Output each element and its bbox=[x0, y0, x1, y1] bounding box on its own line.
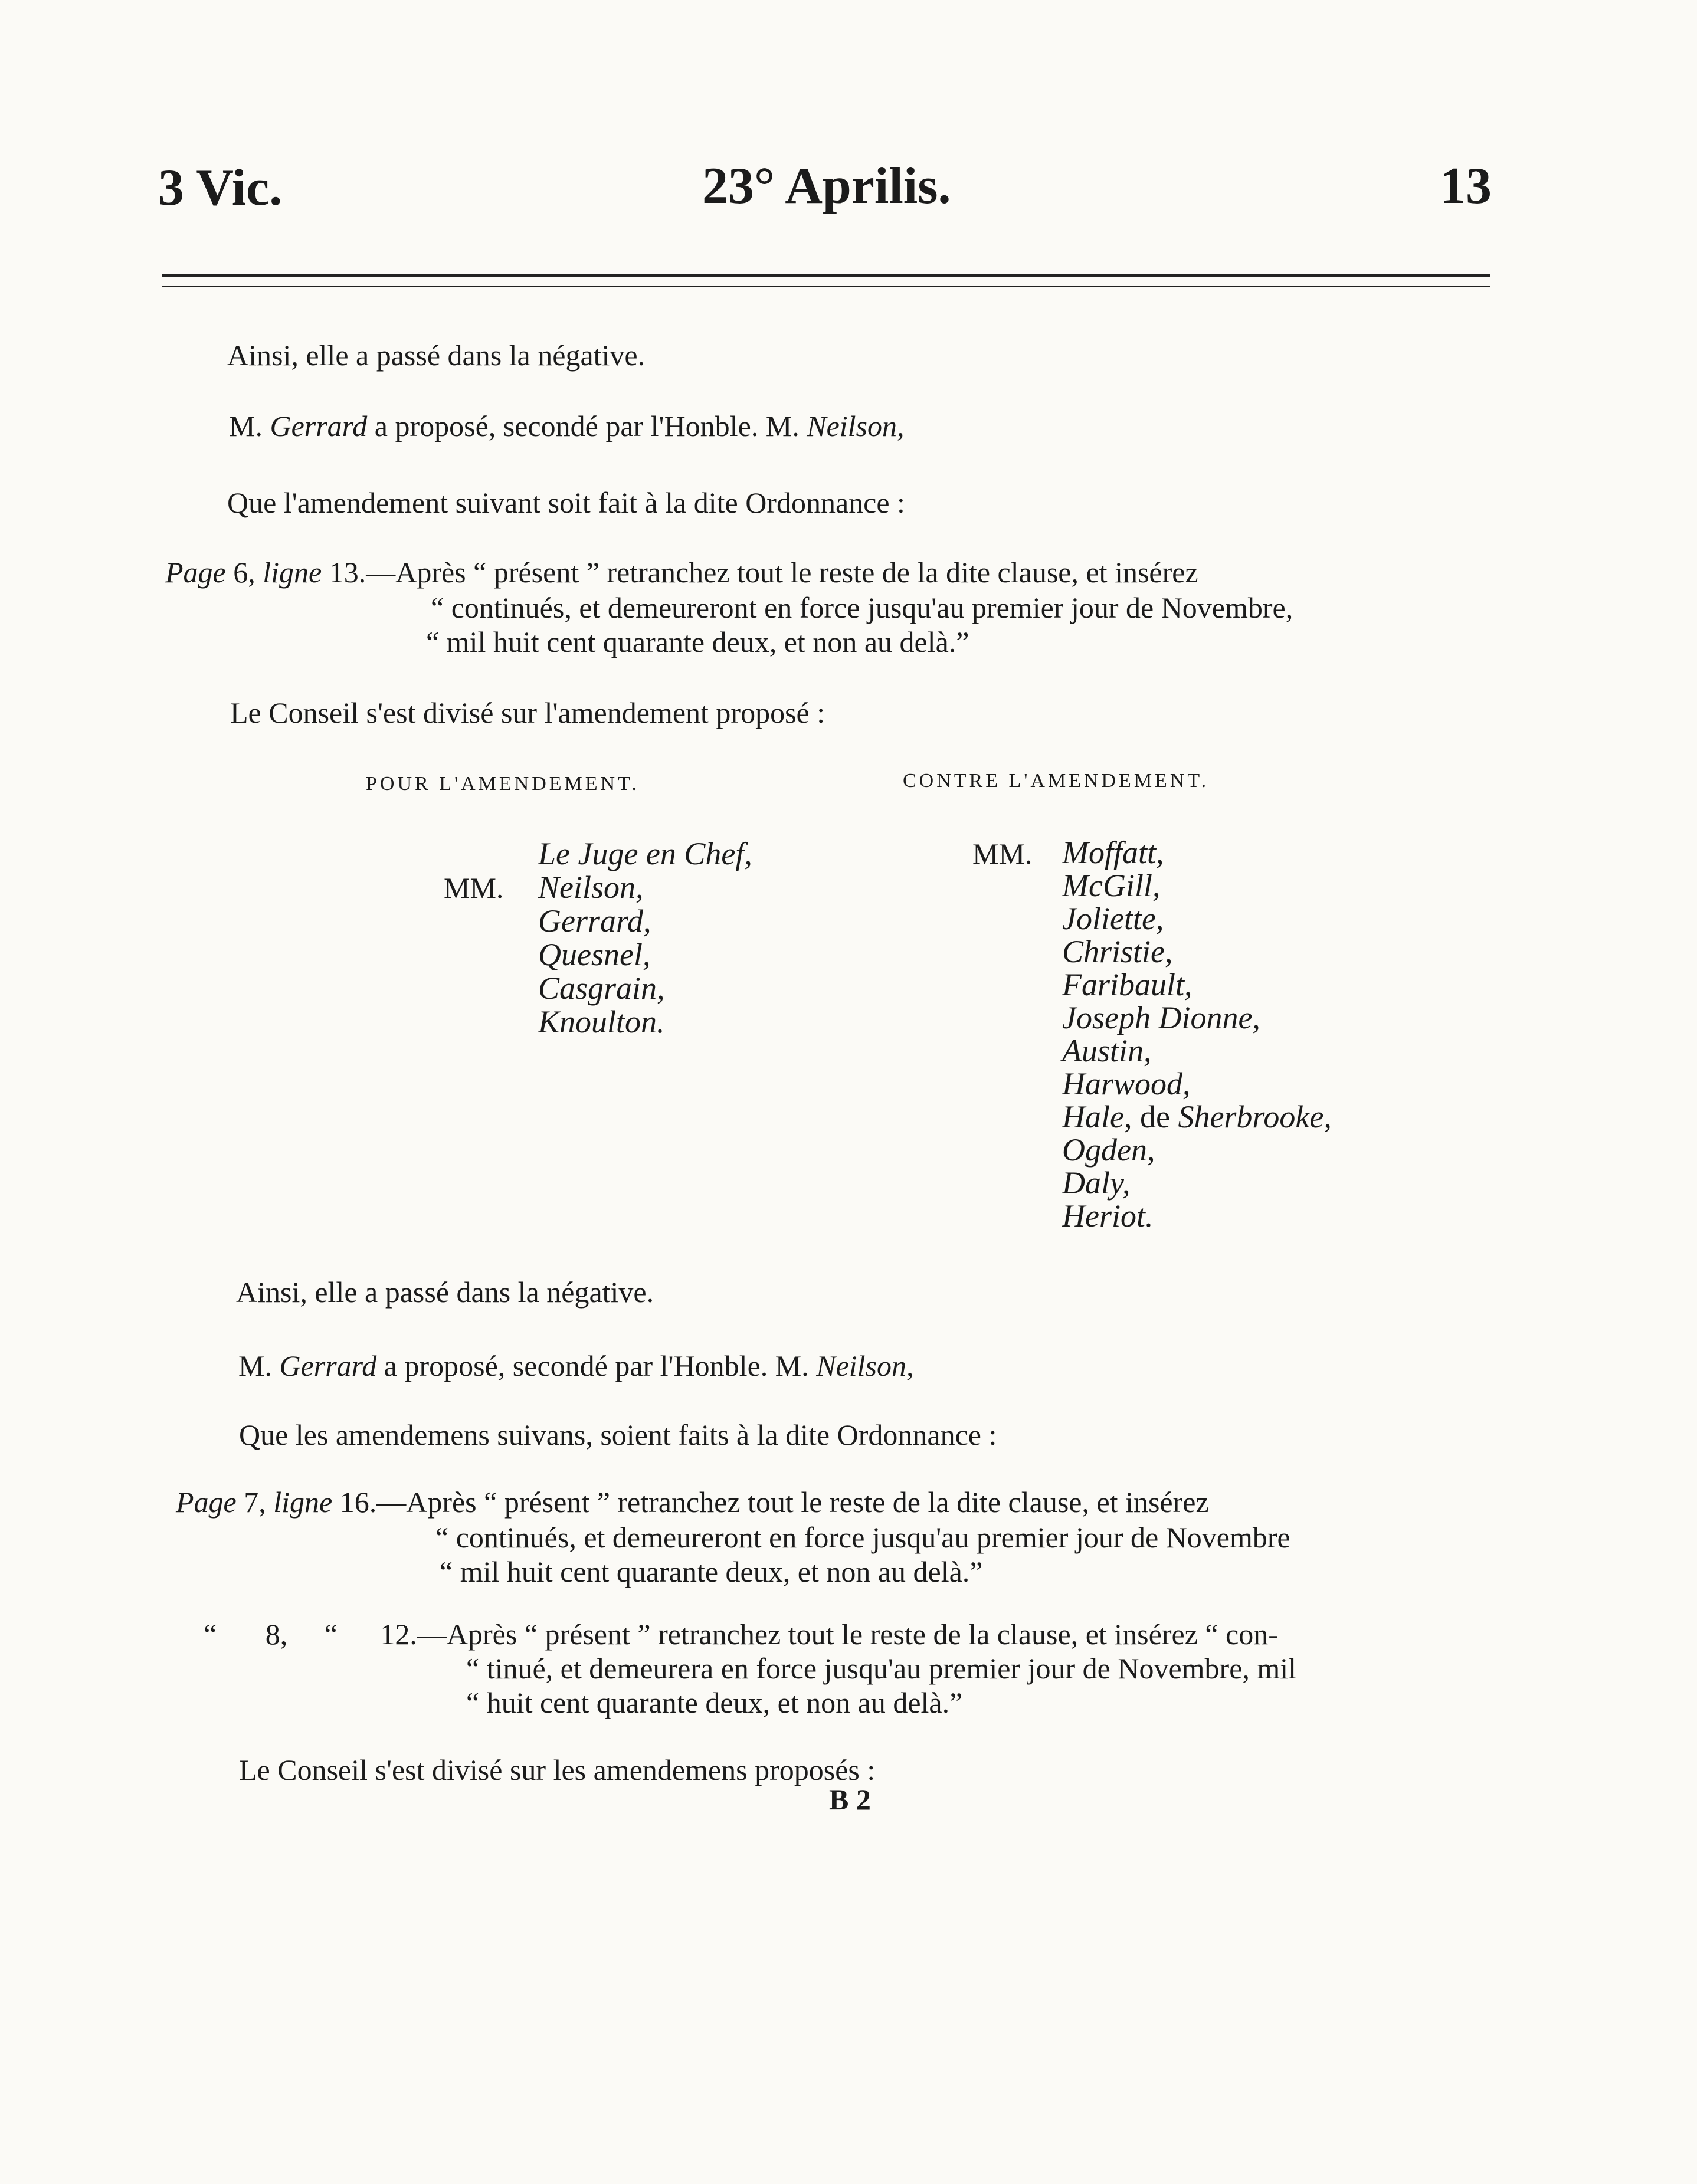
pour-heading: POUR L'AMENDEMENT. bbox=[366, 773, 640, 795]
amendment-text: —Après “ présent ” retranchez tout le reste de la dite clause, et insérez bbox=[376, 1485, 1209, 1519]
pour-name: Casgrain, bbox=[538, 970, 665, 1006]
ditto-mark: “ bbox=[324, 1618, 338, 1651]
contre-name: Hale bbox=[1062, 1099, 1124, 1134]
ligne-number: 13. bbox=[329, 556, 366, 589]
ligne-number: 12. bbox=[380, 1618, 417, 1651]
motion-2 bbox=[238, 1348, 914, 1383]
contre-name: Harwood, bbox=[1062, 1066, 1191, 1101]
motion-m: M. bbox=[238, 1349, 272, 1382]
page-number: 6, bbox=[233, 556, 255, 589]
contre-name: Moffatt, bbox=[1062, 835, 1164, 870]
contre-name: Austin, bbox=[1062, 1033, 1152, 1068]
motion-m: M. bbox=[229, 409, 263, 442]
paragraph-negative-1: Ainsi, elle a passé dans la négative. bbox=[227, 339, 646, 372]
motion-1 bbox=[229, 408, 905, 444]
pour-name: Knoulton. bbox=[538, 1004, 665, 1039]
motion-proposer: Gerrard bbox=[279, 1349, 377, 1382]
amendment-2b-line-2: “ tinué, et demeurera en force jusqu'au premier jour de Novembre, mil bbox=[466, 1652, 1297, 1685]
motion-proposer: Gerrard bbox=[270, 409, 368, 442]
contre-names bbox=[1062, 836, 1332, 1232]
contre-name: Christie, bbox=[1062, 934, 1173, 969]
contre-name: Heriot. bbox=[1062, 1198, 1154, 1234]
hale-suffix: , de bbox=[1123, 1099, 1170, 1134]
pour-name: Le Juge en Chef, bbox=[538, 836, 752, 871]
ligne-label: ligne bbox=[263, 556, 322, 589]
header-regnal-year: 3 Vic. bbox=[158, 159, 283, 217]
contre-name: Ogden, bbox=[1062, 1132, 1155, 1168]
amendment-intro-2: Que les amendemens suivans, soient faits à la dite Ordonnance : bbox=[239, 1418, 997, 1451]
contre-name: Joliette, bbox=[1062, 901, 1164, 936]
amendment-2b-line-1 bbox=[204, 1616, 1278, 1652]
pour-mm: MM. bbox=[444, 871, 504, 904]
header-page-number: 13 bbox=[1440, 158, 1492, 215]
contre-name-hale bbox=[1062, 1100, 1332, 1133]
page-label: Page bbox=[176, 1485, 237, 1519]
header-rule-thick bbox=[162, 274, 1490, 277]
ditto-mark: “ bbox=[204, 1618, 217, 1651]
motion-text: a proposé, secondé par l'Honble. M. bbox=[384, 1349, 809, 1382]
amendment-text: —Après “ présent ” retranchez tout le reste de la clause, et insérez “ con- bbox=[417, 1618, 1278, 1651]
motion-text: a proposé, secondé par l'Honble. M. bbox=[374, 409, 800, 442]
header-rule-thin bbox=[162, 286, 1490, 287]
paragraph-negative-2: Ainsi, elle a passé dans la négative. bbox=[236, 1275, 654, 1309]
page-number: 8, bbox=[265, 1618, 288, 1651]
division-1: Le Conseil s'est divisé sur l'amendement proposé : bbox=[230, 696, 825, 729]
pour-name: Quesnel, bbox=[538, 937, 651, 972]
contre-heading: CONTRE L'AMENDEMENT. bbox=[903, 770, 1210, 792]
amendment-1-line-2: “ continués, et demeureront en force jusqu'au premier jour de Novembre, bbox=[431, 591, 1293, 624]
contre-name: Daly, bbox=[1062, 1165, 1131, 1201]
amendment-1-line-1 bbox=[165, 555, 1198, 590]
ligne-number: 16. bbox=[339, 1485, 377, 1519]
contre-name: Joseph Dionne, bbox=[1062, 1000, 1260, 1035]
ligne-label: ligne bbox=[273, 1485, 333, 1519]
pour-name: Neilson, bbox=[538, 870, 644, 905]
amendment-intro-1: Que l'amendement suivant soit fait à la dite Ordonnance : bbox=[227, 486, 905, 519]
motion-seconder: Neilson, bbox=[816, 1349, 914, 1382]
amendment-1-line-3: “ mil huit cent quarante deux, et non au delà.” bbox=[426, 625, 969, 658]
contre-name: Faribault, bbox=[1062, 967, 1193, 1002]
pour-names bbox=[538, 837, 752, 1039]
amendment-2a-line-3: “ mil huit cent quarante deux, et non au delà.” bbox=[440, 1555, 983, 1588]
printer-signature: B 2 bbox=[829, 1783, 871, 1816]
contre-name: McGill, bbox=[1062, 868, 1161, 903]
amendment-2a-line-2: “ continués, et demeureront en force jusqu'au premier jour de Novembre bbox=[435, 1521, 1290, 1554]
pour-name: Gerrard, bbox=[538, 903, 651, 939]
header-date: 23° Aprilis. bbox=[702, 158, 951, 215]
page-number: 7, bbox=[244, 1485, 266, 1519]
sherbrooke: Sherbrooke, bbox=[1178, 1099, 1332, 1134]
contre-mm: MM. bbox=[972, 837, 1033, 870]
division-2: Le Conseil s'est divisé sur les amendemens proposés : bbox=[239, 1753, 876, 1786]
amendment-2a-line-1 bbox=[176, 1484, 1209, 1520]
motion-seconder: Neilson, bbox=[807, 409, 905, 442]
amendment-text: —Après “ présent ” retranchez tout le reste de la dite clause, et insérez bbox=[366, 556, 1198, 589]
amendment-2b-line-3: “ huit cent quarante deux, et non au delà.” bbox=[466, 1686, 963, 1719]
page-label: Page bbox=[165, 556, 226, 589]
